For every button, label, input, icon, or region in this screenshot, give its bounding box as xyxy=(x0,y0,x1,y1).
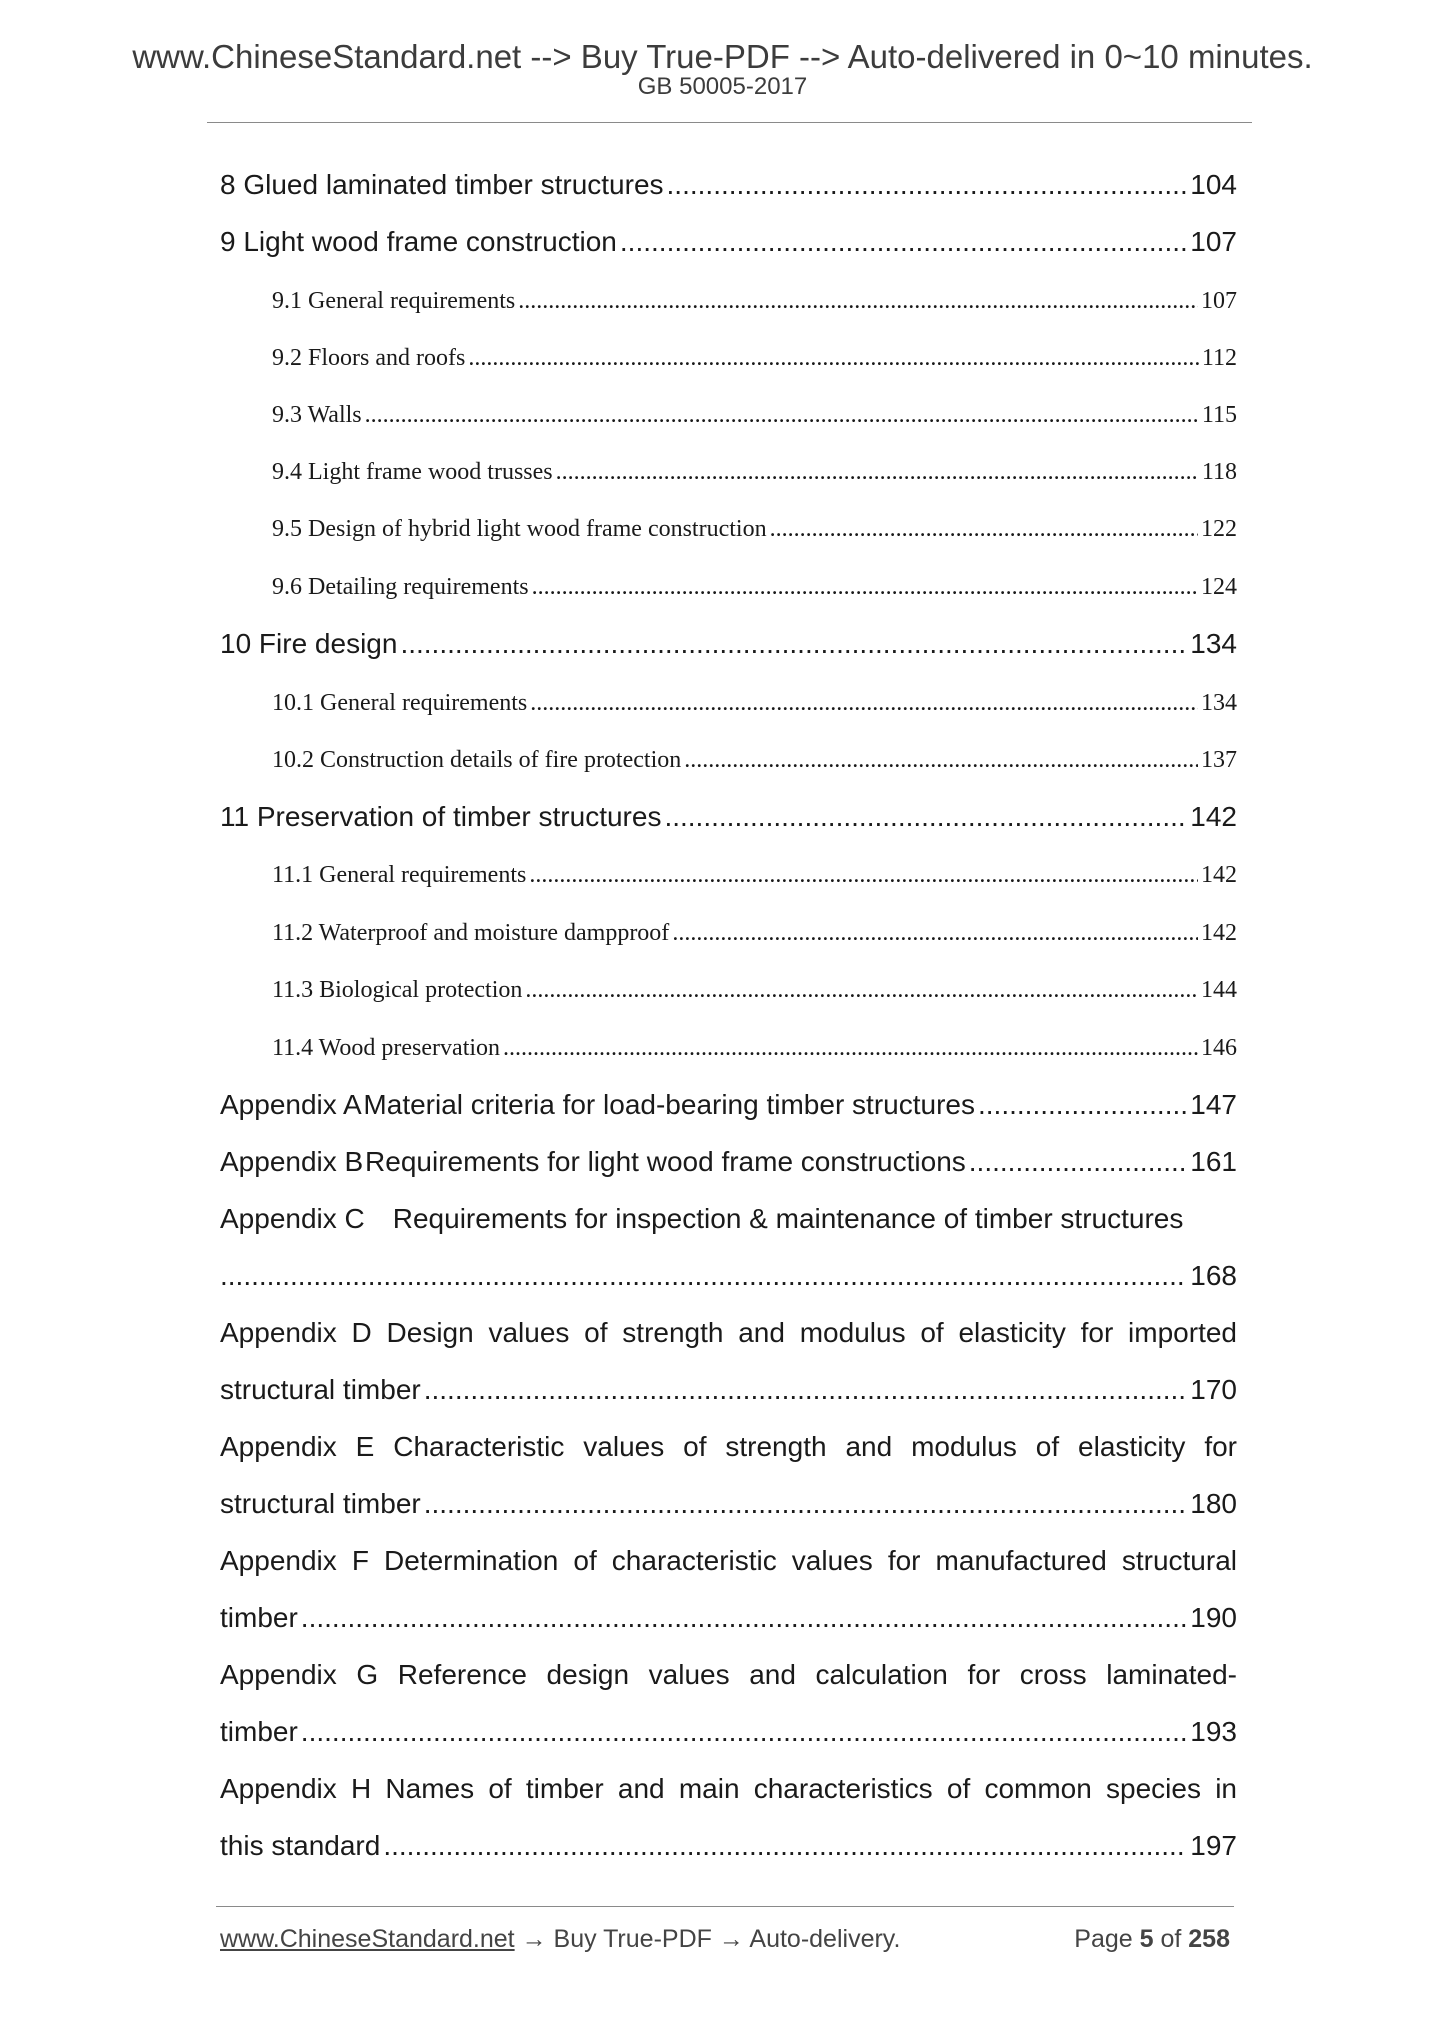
toc-leader-dots xyxy=(468,340,1199,376)
toc-entry-title: Requirements for light wood frame constructions xyxy=(365,1146,966,1177)
toc-entry-appendix-e-cont[interactable] xyxy=(220,1484,1237,1524)
toc-page-number: 190 xyxy=(1190,1602,1237,1633)
toc-leader-dots xyxy=(503,1030,1198,1066)
toc-leader-dots xyxy=(383,1826,1187,1866)
toc-page-number: 122 xyxy=(1201,516,1237,542)
toc-appendix-label: Appendix B xyxy=(220,1146,364,1177)
toc-entry-title: 11.1 General requirements xyxy=(272,862,527,888)
toc-page-number: 144 xyxy=(1201,977,1237,1003)
toc-page-number: 168 xyxy=(1190,1260,1237,1291)
toc-page-number: 180 xyxy=(1190,1488,1237,1519)
toc-page-number: 107 xyxy=(1190,226,1237,257)
toc-entry-title-line1: Appendix G Reference design values and calculation for cross laminated- xyxy=(220,1659,1237,1690)
toc-entry-title: 9.1 General requirements xyxy=(272,288,516,314)
toc-entry-title-line1: Appendix F Determination of characteristic values for manufactured structural xyxy=(220,1545,1237,1576)
toc-entry-11-2[interactable] xyxy=(272,915,1237,951)
footer-left xyxy=(220,1920,900,1958)
toc-entry-9-5[interactable] xyxy=(272,511,1237,547)
document-number: GB 50005-2017 xyxy=(637,73,808,100)
toc-page-number: 134 xyxy=(1190,628,1237,659)
toc-entry-title: 9 Light wood frame construction xyxy=(220,226,617,257)
page-of-word: of xyxy=(1160,1925,1182,1953)
toc-entry-title: 9.5 Design of hybrid light wood frame construction xyxy=(272,516,767,542)
toc-entry-11-1[interactable] xyxy=(272,857,1237,893)
toc-entry-title: 9.3 Walls xyxy=(272,402,362,428)
toc-entry-9-6[interactable] xyxy=(272,569,1237,605)
toc-entry-11-4[interactable] xyxy=(272,1030,1237,1066)
toc-entry-title: 10.1 General requirements xyxy=(272,690,528,716)
toc-entry-9-3[interactable] xyxy=(272,397,1237,433)
toc-entry-title-line2: this standard xyxy=(220,1830,381,1861)
toc-leader-dots xyxy=(365,397,1199,433)
toc-entry-appendix-f-cont[interactable] xyxy=(220,1598,1237,1638)
toc-entry-title: Material criteria for load-bearing timber structures xyxy=(363,1089,975,1120)
toc-page-number: 142 xyxy=(1201,862,1237,888)
site-banner: www.ChineseStandard.net --> Buy True-PDF --> Auto-delivered in 0~10 minutes. xyxy=(132,38,1313,75)
toc-appendix-label: Appendix A xyxy=(220,1089,362,1120)
toc-entry-title: 11.4 Wood preservation xyxy=(272,1035,501,1061)
toc-entry-title: 11.2 Waterproof and moisture dampproof xyxy=(272,920,670,946)
toc-leader-dots xyxy=(530,685,1198,721)
total-pages-number: 258 xyxy=(1188,1925,1230,1953)
page-word: Page xyxy=(1074,1925,1133,1953)
toc-entry-title-line1: Appendix H Names of timber and main characteristics of common species in xyxy=(220,1773,1237,1804)
page-indicator xyxy=(1074,1920,1230,1958)
toc-entry-appendix-h[interactable] xyxy=(220,1769,1237,1809)
toc-entry-title: 9.2 Floors and roofs xyxy=(272,345,466,371)
toc-page-number: 115 xyxy=(1201,402,1237,428)
toc-page-number: 107 xyxy=(1201,288,1237,314)
toc-entry-appendix-g[interactable] xyxy=(220,1655,1237,1695)
toc-leader-dots xyxy=(667,165,1188,205)
toc-leader-dots xyxy=(672,915,1198,951)
toc-leader-dots xyxy=(301,1712,1187,1752)
toc-leader-dots xyxy=(518,283,1198,319)
toc-leader-dots xyxy=(529,857,1198,893)
footer-rule xyxy=(216,1906,1234,1907)
toc-entry-9-4[interactable] xyxy=(272,454,1237,490)
toc-leader-dots xyxy=(969,1142,1188,1182)
toc-leader-dots xyxy=(770,511,1198,547)
toc-entry-appendix-f[interactable] xyxy=(220,1541,1237,1581)
toc-entry-title-line1: Appendix D Design values of strength and modulus of elasticity for imported xyxy=(220,1317,1237,1348)
toc-leader-dots xyxy=(556,454,1199,490)
toc-entry-ch9[interactable] xyxy=(220,222,1237,262)
toc-entry-appendix-h-cont[interactable] xyxy=(220,1826,1237,1866)
toc-entry-10-2[interactable] xyxy=(272,742,1237,778)
toc-page-number: 142 xyxy=(1190,801,1237,832)
toc-page-number: 137 xyxy=(1201,747,1237,773)
toc-page-number: 146 xyxy=(1201,1035,1237,1061)
toc-leader-dots xyxy=(664,797,1187,837)
footer-text: → Buy True-PDF → Auto-delivery. xyxy=(514,1925,901,1953)
toc-page-number: 118 xyxy=(1201,459,1237,485)
toc-page-number: 124 xyxy=(1201,574,1237,600)
toc-entry-10-1[interactable] xyxy=(272,685,1237,721)
toc-entry-title-line2: timber xyxy=(220,1716,298,1747)
toc-entry-appendix-d-cont[interactable] xyxy=(220,1370,1237,1410)
toc-leader-dots xyxy=(532,569,1198,605)
toc-appendix-label: Appendix C xyxy=(220,1203,365,1234)
toc-entry-title-line2: timber xyxy=(220,1602,298,1633)
toc-entry-title-line2: structural timber xyxy=(220,1374,421,1405)
page-footer xyxy=(220,1920,1230,1958)
toc-page-number: 170 xyxy=(1190,1374,1237,1405)
toc-leader-dots xyxy=(301,1598,1187,1638)
toc-leader-dots xyxy=(220,1256,1187,1296)
toc-entry-appendix-a[interactable] xyxy=(220,1085,1237,1125)
toc-entry-ch10[interactable] xyxy=(220,624,1237,664)
toc-entry-appendix-b[interactable] xyxy=(220,1142,1237,1182)
toc-entry-appendix-c[interactable] xyxy=(220,1199,1237,1239)
toc-leader-dots xyxy=(978,1085,1187,1125)
toc-entry-appendix-c-leader[interactable] xyxy=(220,1256,1237,1296)
toc-page-number: 147 xyxy=(1190,1089,1237,1120)
toc-leader-dots xyxy=(525,972,1198,1008)
toc-entry-title: 11 Preservation of timber structures xyxy=(220,801,662,832)
toc-page-number: 193 xyxy=(1190,1716,1237,1747)
toc-entry-appendix-g-cont[interactable] xyxy=(220,1712,1237,1752)
toc-page-number: 134 xyxy=(1201,690,1237,716)
toc-entry-ch8[interactable] xyxy=(220,165,1237,205)
toc-entry-appendix-d[interactable] xyxy=(220,1313,1237,1353)
toc-entry-9-2[interactable] xyxy=(272,340,1237,376)
toc-entry-9-1[interactable] xyxy=(272,283,1237,319)
toc-entry-title: Requirements for inspection & maintenance of timber structures xyxy=(392,1203,1184,1234)
toc-page-number: 197 xyxy=(1190,1830,1237,1861)
toc-entry-11-3[interactable] xyxy=(272,972,1237,1008)
footer-site-link[interactable]: www.ChineseStandard.net xyxy=(220,1925,515,1953)
toc-entry-title: 9.4 Light frame wood trusses xyxy=(272,459,553,485)
toc-entry-title-line2: structural timber xyxy=(220,1488,421,1519)
toc-entry-title: 11.3 Biological protection xyxy=(272,977,523,1003)
toc-page-number: 142 xyxy=(1201,920,1237,946)
toc-entry-title: 10 Fire design xyxy=(220,628,398,659)
toc-entry-ch11[interactable] xyxy=(220,797,1237,837)
toc-page-number: 112 xyxy=(1201,345,1237,371)
current-page-number: 5 xyxy=(1139,1925,1154,1953)
toc-page-number: 104 xyxy=(1190,169,1237,200)
toc-leader-dots xyxy=(620,222,1187,262)
toc-entry-title: 8 Glued laminated timber structures xyxy=(220,169,664,200)
toc-entry-title: 9.6 Detailing requirements xyxy=(272,574,529,600)
toc-leader-dots xyxy=(424,1370,1188,1410)
toc-page-number: 161 xyxy=(1190,1146,1237,1177)
toc-entry-title: 10.2 Construction details of fire protection xyxy=(272,747,682,773)
toc-leader-dots xyxy=(424,1484,1188,1524)
toc-entry-appendix-e[interactable] xyxy=(220,1427,1237,1467)
toc-leader-dots xyxy=(400,624,1187,664)
toc-entry-title-line1: Appendix E Characteristic values of strength and modulus of elasticity for xyxy=(220,1431,1237,1462)
toc-leader-dots xyxy=(684,742,1198,778)
